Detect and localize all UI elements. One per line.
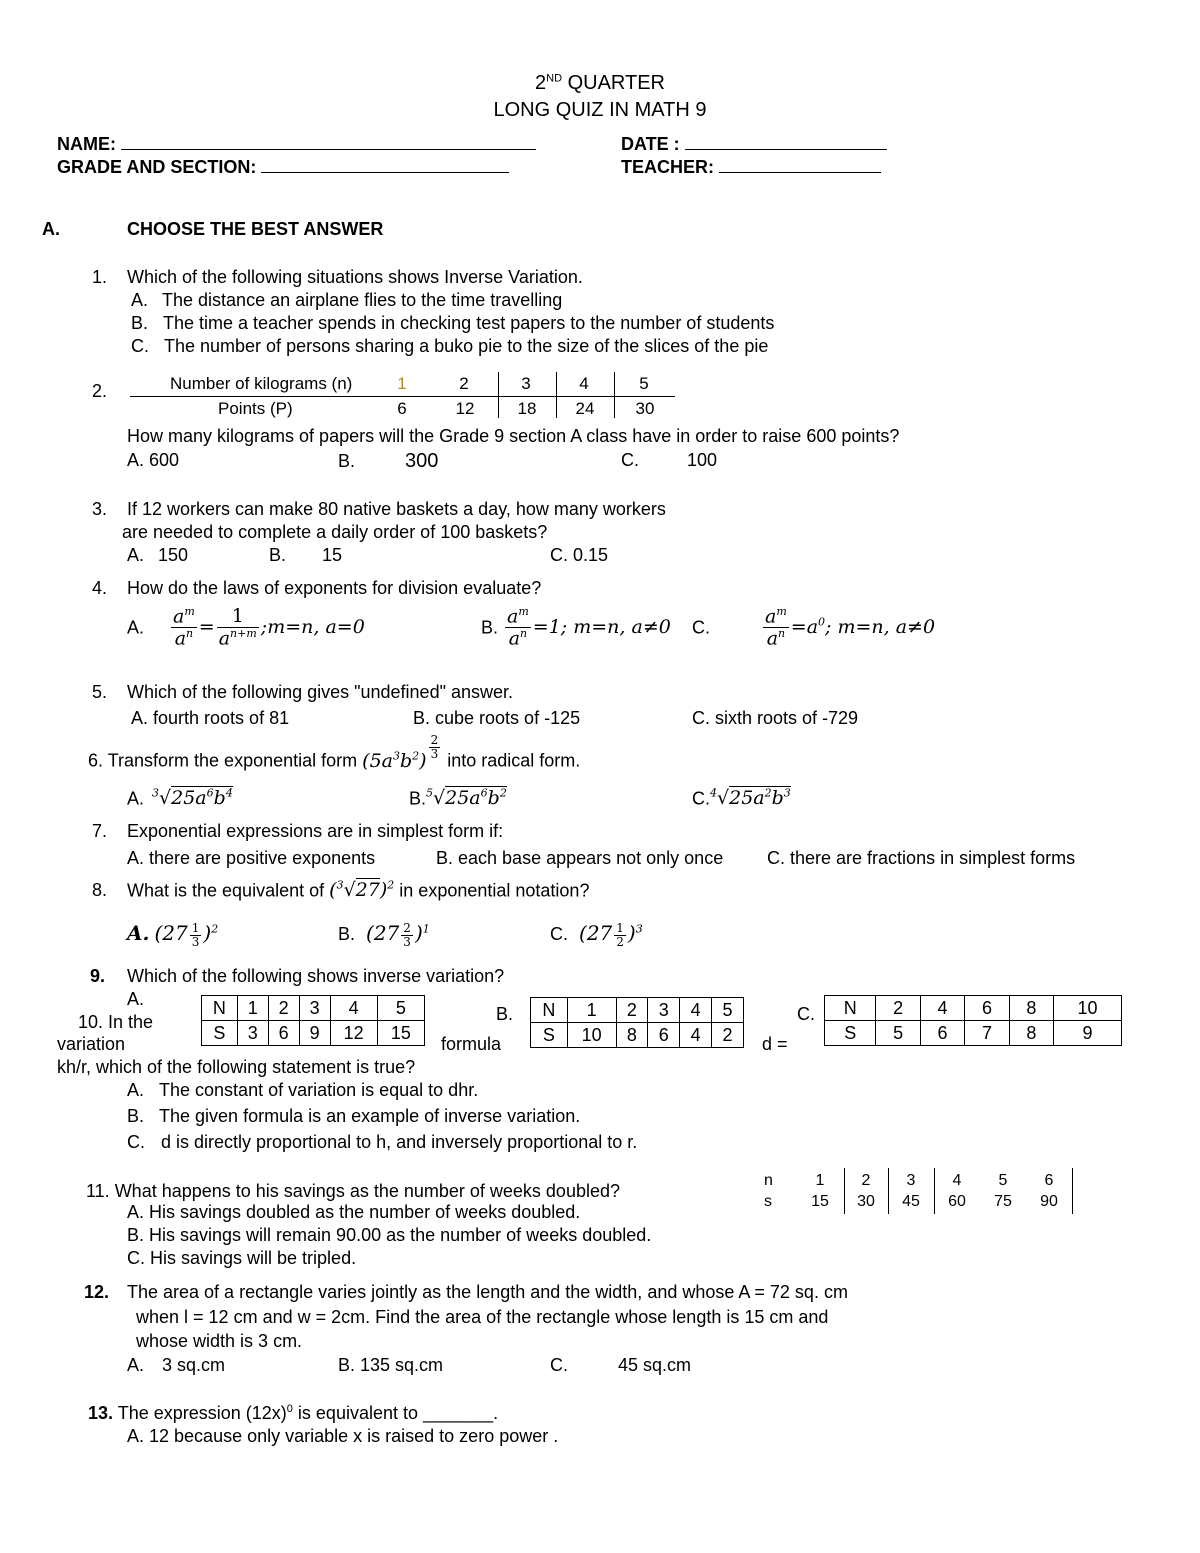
- table-cell: 3: [648, 998, 680, 1023]
- q1-text: Which of the following situations shows Inverse Variation.: [127, 267, 583, 287]
- q12-text-line2: when l = 12 cm and w = 2cm. Find the area of the rectangle whose length is 15 cm and: [136, 1307, 829, 1327]
- table-cell: 1: [567, 998, 616, 1023]
- table-cell: N: [202, 996, 238, 1021]
- q4-option-b[interactable]: [481, 606, 671, 649]
- q9-table-b: [530, 997, 744, 1048]
- quiz-title-line2: LONG QUIZ IN MATH 9: [493, 99, 707, 121]
- q12-text-line3: whose width is 3 cm.: [136, 1331, 303, 1351]
- q1-number: 1.: [92, 267, 108, 287]
- q5-option-c[interactable]: C. sixth roots of -729: [692, 708, 859, 728]
- q10-d-equals: d =: [762, 1034, 788, 1054]
- q9-text: Which of the following shows inverse variation?: [127, 966, 505, 986]
- q4-text: How do the laws of exponents for division evaluate?: [127, 578, 542, 598]
- grade-section-field[interactable]: [57, 156, 509, 178]
- q3-option-c[interactable]: C. 0.15: [550, 545, 609, 565]
- q8-option-c[interactable]: C. (27 $\frac{1}{2}$ )$^3$: [550, 921, 643, 950]
- q2-table: [130, 372, 675, 420]
- q3-number: 3.: [92, 499, 108, 519]
- q2-row2-cell: 12: [455, 399, 475, 418]
- q8-text: What is the equivalent of $(^3√27)^2$ in exponential notation?: [127, 879, 590, 902]
- q3-option-b[interactable]: B. 15: [269, 545, 343, 565]
- table-row: [202, 996, 425, 1021]
- table-row: [202, 1021, 425, 1046]
- q11-option-b[interactable]: B. His savings will remain 90.00 as the number of weeks doubled.: [127, 1225, 652, 1245]
- q12-number: 12.: [84, 1282, 110, 1302]
- section-letter: A.: [42, 219, 60, 239]
- q11-option-c[interactable]: C. His savings will be tripled.: [127, 1248, 357, 1268]
- table-cell: 6: [965, 996, 1009, 1021]
- table-cell: 12: [330, 1021, 377, 1046]
- q11-table-cell: 45: [902, 1193, 920, 1210]
- q2-row2-cell: 18: [517, 399, 537, 418]
- table-cell: 10: [1054, 996, 1122, 1021]
- q10-text: kh/r, which of the following statement is true?: [57, 1057, 416, 1077]
- q6-option-c[interactable]: $C.^4√25a^2b^3$: [692, 787, 791, 810]
- table-cell: 4: [330, 996, 377, 1021]
- q9-table-a: [201, 995, 425, 1046]
- q8-option-b[interactable]: B. (27 $\frac{2}{3}$ )$^1$: [338, 921, 430, 950]
- q11-table-cell: 90: [1040, 1193, 1058, 1210]
- q2-row2-cell: 24: [575, 399, 595, 418]
- table-cell: S: [202, 1021, 238, 1046]
- q2-option-c[interactable]: C. 100: [621, 450, 718, 470]
- table-cell: 8: [1009, 1021, 1053, 1046]
- q11-table-cell: 60: [948, 1193, 966, 1210]
- table-cell: 8: [1009, 996, 1053, 1021]
- q4-option-c[interactable]: [692, 606, 935, 649]
- q5-option-a[interactable]: A. fourth roots of 81: [131, 708, 290, 728]
- date-label: DATE :: [621, 134, 680, 154]
- q2-option-b[interactable]: B. 300: [338, 450, 439, 472]
- q4-option-c-label: C.: [692, 617, 710, 638]
- q8-number: 8.: [92, 880, 108, 900]
- table-cell: 3: [299, 996, 330, 1021]
- q6-text: 6. Transform the exponential form $(5a^3b^2)$ $\frac{2}{3}$ into radical form.: [88, 733, 581, 772]
- q3-option-a[interactable]: A. 150: [127, 545, 189, 565]
- q13-text: 13. The expression $(12x)^0$ is equivalent to _______.: [88, 1403, 499, 1423]
- q7-option-a[interactable]: A. there are positive exponents: [127, 848, 376, 868]
- section-title: CHOOSE THE BEST ANSWER: [127, 219, 384, 239]
- table-cell: 2: [712, 1023, 744, 1048]
- q10-option-a[interactable]: A. The constant of variation is equal to dhr.: [127, 1080, 479, 1100]
- teacher-field[interactable]: [621, 156, 881, 178]
- table-row: [825, 996, 1122, 1021]
- table-cell: 2: [616, 998, 648, 1023]
- table-cell: 8: [616, 1023, 648, 1048]
- q9-number: 9.: [90, 966, 106, 986]
- q11-table-cell: 4: [952, 1172, 962, 1189]
- q4-option-a-formula: $\frac{a^m}{a^n}$ = $\frac{1}{a^{n+m}}$ ;m=n, a=0: [173, 605, 365, 650]
- q6-option-b[interactable]: $B.^5√25a^6b^2$: [409, 787, 507, 810]
- table-cell: 2: [876, 996, 920, 1021]
- q2-row2-label: Points (P): [218, 399, 293, 418]
- q9-table-c: [824, 995, 1122, 1046]
- q8-option-a-expr: (27 $\frac{1}{3}$ )$^2$: [154, 921, 219, 950]
- table-cell: 3: [237, 1021, 268, 1046]
- q6-option-b-radical: $^5√25a^6b^2$: [426, 787, 507, 810]
- q12-option-c[interactable]: C. 45 sq.cm: [550, 1355, 692, 1375]
- q12-option-a[interactable]: A. 3 sq.cm: [127, 1355, 226, 1375]
- q6-expression: $(5a^3b^2)$ $\frac{2}{3}$: [362, 733, 439, 772]
- table-cell: S: [531, 1023, 568, 1048]
- q11-option-a[interactable]: A. His savings doubled as the number of weeks doubled.: [127, 1202, 581, 1222]
- date-field[interactable]: [621, 133, 887, 155]
- q8-expression: $(^3√27)^2$: [329, 879, 395, 902]
- table-cell: 5: [712, 998, 744, 1023]
- q11-table-cell: 6: [1044, 1172, 1054, 1189]
- q8-option-b-expr: (27 $\frac{2}{3}$ )$^1$: [366, 921, 430, 950]
- q5-option-b[interactable]: B. cube roots of -125: [413, 708, 581, 728]
- q12-text-line1: The area of a rectangle varies jointly as the length and the width, and whose A = 72 sq. cm: [127, 1282, 848, 1302]
- q12-option-b[interactable]: B. 135 sq.cm: [338, 1355, 444, 1375]
- q6-option-c-radical: $^4√25a^2b^3$: [710, 787, 791, 810]
- q2-row2-cell: 6: [397, 399, 407, 418]
- q7-text: Exponential expressions are in simplest form if:: [127, 821, 504, 841]
- q11-table-cell: s: [764, 1193, 772, 1210]
- q9-option-b-label[interactable]: B.: [496, 1004, 514, 1024]
- table-cell: 9: [1054, 1021, 1122, 1046]
- name-label: NAME:: [57, 134, 116, 154]
- table-cell: 4: [680, 998, 712, 1023]
- q2-text: How many kilograms of papers will the Grade 9 section A class have in order to raise 600 points?: [127, 426, 900, 446]
- q7-option-c[interactable]: C. there are fractions in simplest forms: [767, 848, 1076, 868]
- q11-table-cell: 75: [994, 1193, 1012, 1210]
- table-cell: 5: [876, 1021, 920, 1046]
- q2-row1-cell: 2: [459, 374, 469, 393]
- q6-option-a-radical: $^3√25a^6b^4$: [152, 787, 233, 810]
- table-cell: 2: [268, 996, 299, 1021]
- q11-table-cell: 3: [906, 1172, 916, 1189]
- q2-row2-cell: 30: [635, 399, 655, 418]
- q4-option-b-label: B.: [481, 617, 499, 638]
- table-cell: 6: [268, 1021, 299, 1046]
- grade-section-label: GRADE AND SECTION:: [57, 157, 257, 177]
- q1-option-b[interactable]: B. The time a teacher spends in checking test papers to the number of students: [131, 313, 775, 333]
- table-cell: N: [825, 996, 876, 1021]
- table-cell: 4: [920, 996, 964, 1021]
- q7-number: 7.: [92, 821, 108, 841]
- q10-option-c[interactable]: C. d is directly proportional to h, and inversely proportional to r.: [127, 1132, 638, 1152]
- q11-table-cell: 2: [861, 1172, 871, 1189]
- q2-option-a[interactable]: A. 600: [127, 450, 180, 470]
- q11-table-cell: 1: [815, 1172, 825, 1189]
- q10-in-the: 10. In the: [78, 1012, 154, 1032]
- table-cell: 6: [920, 1021, 964, 1046]
- q5-text: Which of the following gives "undefined" answer.: [127, 682, 513, 702]
- table-cell: 10: [567, 1023, 616, 1048]
- q2-row1-cell: 3: [521, 374, 531, 393]
- q10-formula: formula: [441, 1034, 502, 1054]
- q3-text-line1: If 12 workers can make 80 native baskets a day, how many workers: [127, 499, 666, 519]
- q2-number: 2.: [92, 381, 108, 401]
- q8-option-a[interactable]: A. (27 $\frac{1}{3}$ )$^2$: [127, 921, 219, 950]
- q11-text: 11. What happens to his savings as the number of weeks doubled?: [86, 1181, 620, 1201]
- q13-option-a[interactable]: A. 12 because only variable x is raised to zero power .: [127, 1426, 559, 1446]
- q4-option-c-formula: $\frac{a^m}{a^n}$ $=a^0$; m=n, a≠0: [765, 605, 936, 650]
- quiz-title-line1: 2ND QUARTER: [535, 72, 665, 94]
- q5-number: 5.: [92, 682, 108, 702]
- q4-option-b-formula: $\frac{a^m}{a^n}$ =1; m=n, a≠0: [507, 605, 671, 650]
- table-cell: S: [825, 1021, 876, 1046]
- q8-option-c-expr: (27 $\frac{1}{2}$ )$^3$: [579, 921, 643, 950]
- q11-table-cell: 30: [857, 1193, 875, 1210]
- q9-option-c-label[interactable]: C.: [797, 1004, 815, 1024]
- q11-table: [760, 1168, 1080, 1216]
- q7-option-b[interactable]: B. each base appears not only once: [436, 848, 724, 868]
- q4-option-a-label: A.: [127, 617, 145, 638]
- table-row: [825, 1021, 1122, 1046]
- q1-option-a[interactable]: A. The distance an airplane flies to the time travelling: [131, 290, 563, 310]
- q11-table-cell: n: [764, 1172, 773, 1189]
- q2-row1-cell: 1: [397, 374, 407, 393]
- table-cell: 7: [965, 1021, 1009, 1046]
- q1-option-c[interactable]: C. The number of persons sharing a buko pie to the size of the slices of the pie: [131, 336, 769, 356]
- table-cell: 9: [299, 1021, 330, 1046]
- table-row: [531, 1023, 744, 1048]
- q11-table-cell: 5: [998, 1172, 1008, 1189]
- table-cell: N: [531, 998, 568, 1023]
- table-cell: 5: [377, 996, 424, 1021]
- q2-row1-label: Number of kilograms (n): [170, 374, 353, 393]
- table-row: [531, 998, 744, 1023]
- q2-row1-cell: 4: [579, 374, 589, 393]
- q11-table-cell: 15: [811, 1193, 829, 1210]
- name-field[interactable]: [57, 133, 536, 155]
- table-cell: 1: [237, 996, 268, 1021]
- table-cell: 6: [648, 1023, 680, 1048]
- q10-option-b[interactable]: B. The given formula is an example of inverse variation.: [127, 1106, 581, 1126]
- teacher-label: TEACHER:: [621, 157, 714, 177]
- q4-number: 4.: [92, 578, 108, 598]
- table-cell: 4: [680, 1023, 712, 1048]
- q10-variation: variation: [57, 1034, 126, 1054]
- q3-text-line2: are needed to complete a daily order of 100 baskets?: [122, 522, 548, 542]
- q6-option-a[interactable]: A. $^3√25a^6b^4$: [127, 787, 233, 810]
- q2-row1-cell: 5: [639, 374, 649, 393]
- q9-option-a-label[interactable]: A.: [127, 989, 145, 1009]
- q4-option-a[interactable]: [127, 606, 365, 649]
- table-cell: 15: [377, 1021, 424, 1046]
